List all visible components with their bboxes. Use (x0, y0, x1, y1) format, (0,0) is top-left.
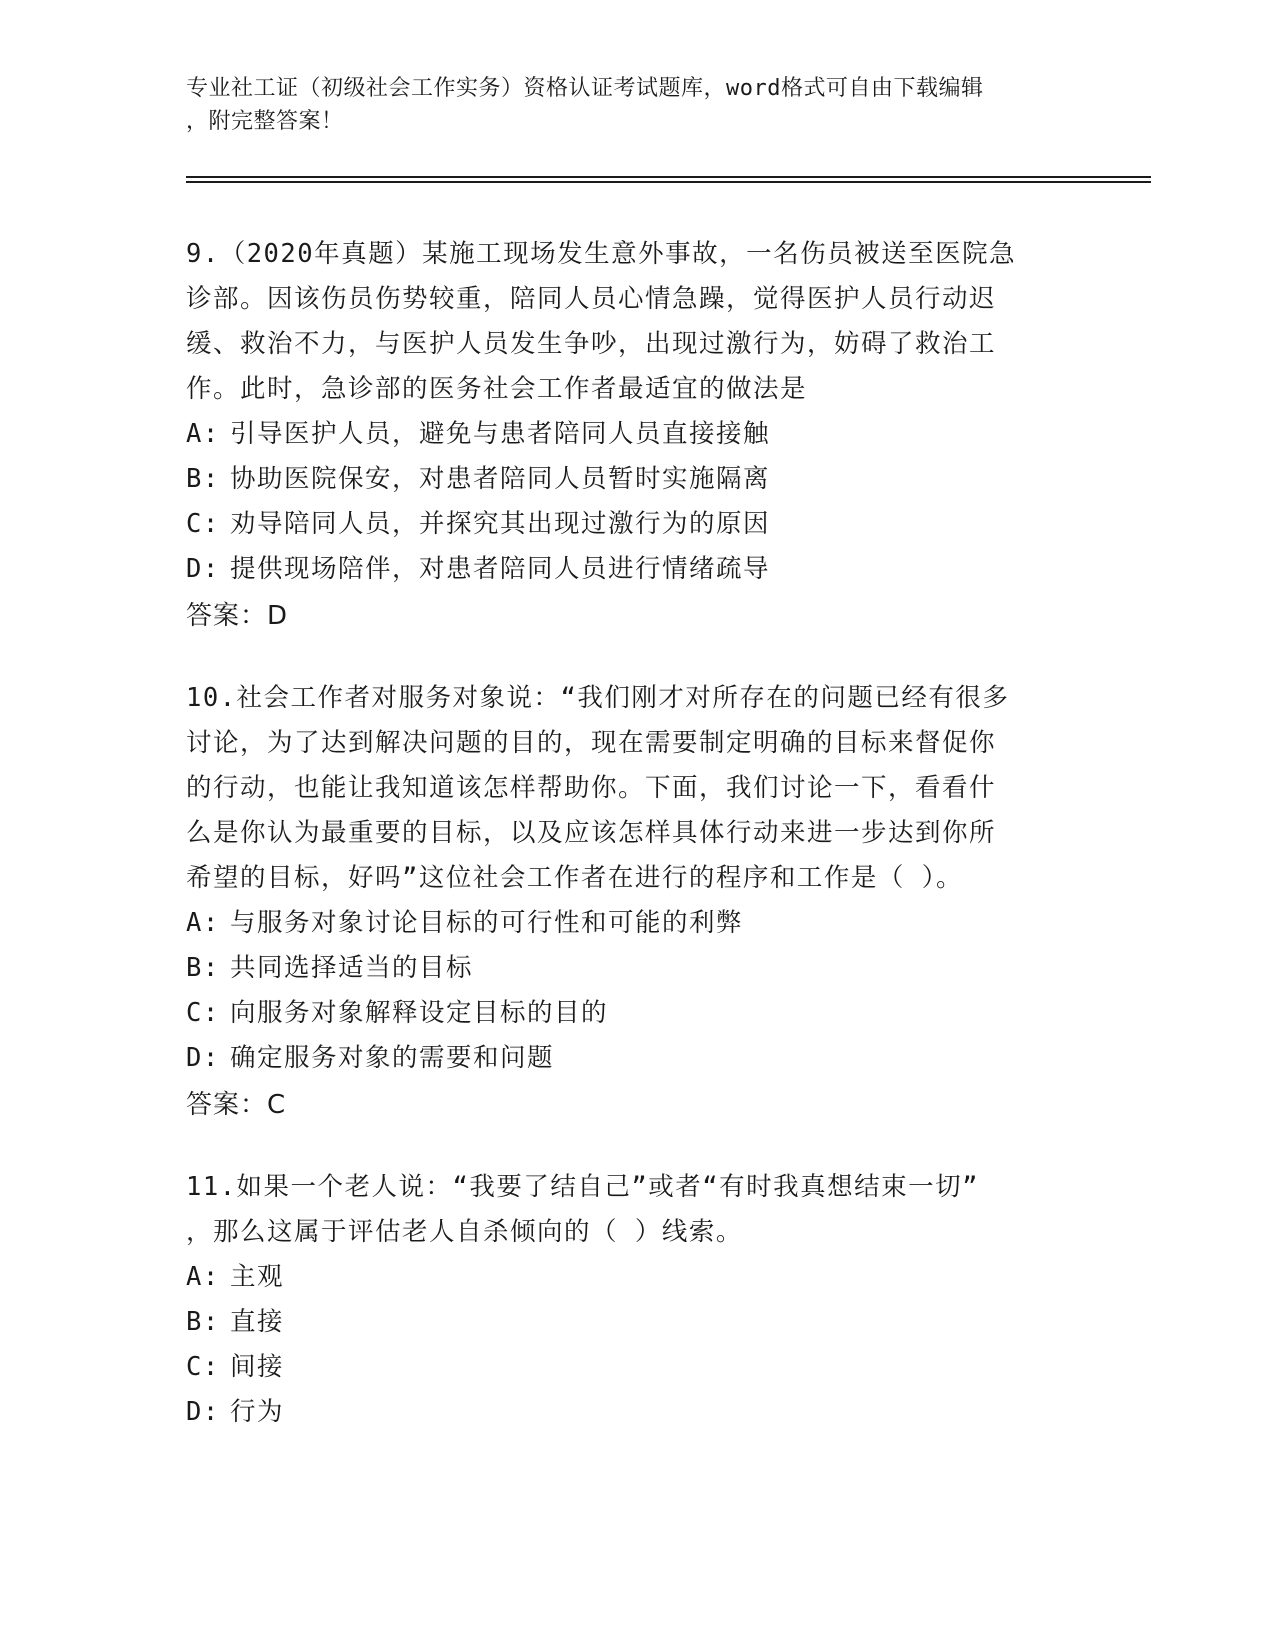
option-text: 直接 (230, 1307, 285, 1337)
option-text: 向服务对象解释设定目标的目的 (230, 998, 609, 1028)
option-key: D: (186, 1043, 220, 1073)
option-key: A: (186, 419, 220, 449)
question-stem-line: 的行动，也能让我知道该怎样帮助你。下面，我们讨论一下，看看什 (186, 773, 997, 803)
option-c (186, 991, 1086, 1036)
option-key: C: (186, 1352, 220, 1382)
document-header (186, 72, 1086, 138)
option-text: 主观 (230, 1262, 285, 1292)
option-text: 劝导陪同人员，并探究其出现过激行为的原因 (230, 509, 771, 539)
answer-label: 答案：C (186, 1090, 287, 1120)
option-key: C: (186, 509, 220, 539)
option-a (186, 412, 1086, 457)
question-stem-line: ，那么这属于评估老人自杀倾向的（ ）线索。 (186, 1217, 743, 1247)
question-stem-line: 作。此时，急诊部的医务社会工作者最适宜的做法是 (186, 374, 808, 404)
answer-label: 答案：D (186, 601, 289, 631)
option-key: D: (186, 1397, 220, 1427)
header-line-1: 专业社工证（初级社会工作实务）资格认证考试题库，word格式可自由下载编辑 (186, 76, 984, 101)
option-c (186, 502, 1086, 547)
option-b (186, 1300, 1086, 1345)
option-text: 协助医院保安，对患者陪同人员暂时实施隔离 (230, 464, 771, 494)
option-key: A: (186, 908, 220, 938)
option-key: B: (186, 1307, 220, 1337)
header-divider-bottom (186, 181, 1151, 183)
option-key: C: (186, 998, 220, 1028)
question-stem-line: 11.如果一个老人说：“我要了结自己”或者“有时我真想结束一切” (186, 1172, 979, 1202)
option-text: 确定服务对象的需要和问题 (230, 1043, 555, 1073)
option-d (186, 547, 1086, 592)
question-stem-line: 希望的目标，好吗”这位社会工作者在进行的程序和工作是（ ）。 (186, 863, 963, 893)
question-stem-line: 缓、救治不力，与医护人员发生争吵，出现过激行为，妨碍了救治工 (186, 329, 997, 359)
option-key: B: (186, 464, 220, 494)
option-b (186, 946, 1086, 991)
question-stem-line: 么是你认为最重要的目标，以及应该怎样具体行动来进一步达到你所 (186, 818, 997, 848)
question-stem-line: 9.（2020年真题）某施工现场发生意外事故，一名伤员被送至医院急 (186, 239, 1017, 269)
question-11 (186, 1165, 1086, 1435)
option-text: 共同选择适当的目标 (230, 953, 474, 983)
question-10 (186, 676, 1086, 1129)
option-a (186, 1255, 1086, 1300)
option-text: 与服务对象讨论目标的可行性和可能的利弊 (230, 908, 744, 938)
option-d (186, 1390, 1086, 1435)
question-9 (186, 232, 1086, 640)
question-list (186, 232, 1086, 1471)
question-stem-line: 讨论，为了达到解决问题的目的，现在需要制定明确的目标来督促你 (186, 728, 997, 758)
option-text: 行为 (230, 1397, 285, 1427)
option-text: 间接 (230, 1352, 285, 1382)
option-c (186, 1345, 1086, 1390)
option-key: D: (186, 554, 220, 584)
option-key: A: (186, 1262, 220, 1292)
option-key: B: (186, 953, 220, 983)
question-stem-line: 10.社会工作者对服务对象说：“我们刚才对所存在的问题已经有很多 (186, 683, 1010, 713)
option-d (186, 1036, 1086, 1081)
header-line-2: ，附完整答案！ (186, 109, 344, 134)
option-text: 引导医护人员，避免与患者陪同人员直接接触 (230, 419, 771, 449)
header-divider-top (186, 176, 1151, 178)
option-text: 提供现场陪伴，对患者陪同人员进行情绪疏导 (230, 554, 771, 584)
question-stem-line: 诊部。因该伤员伤势较重，陪同人员心情急躁，觉得医护人员行动迟 (186, 284, 997, 314)
option-b (186, 457, 1086, 502)
option-a (186, 901, 1086, 946)
